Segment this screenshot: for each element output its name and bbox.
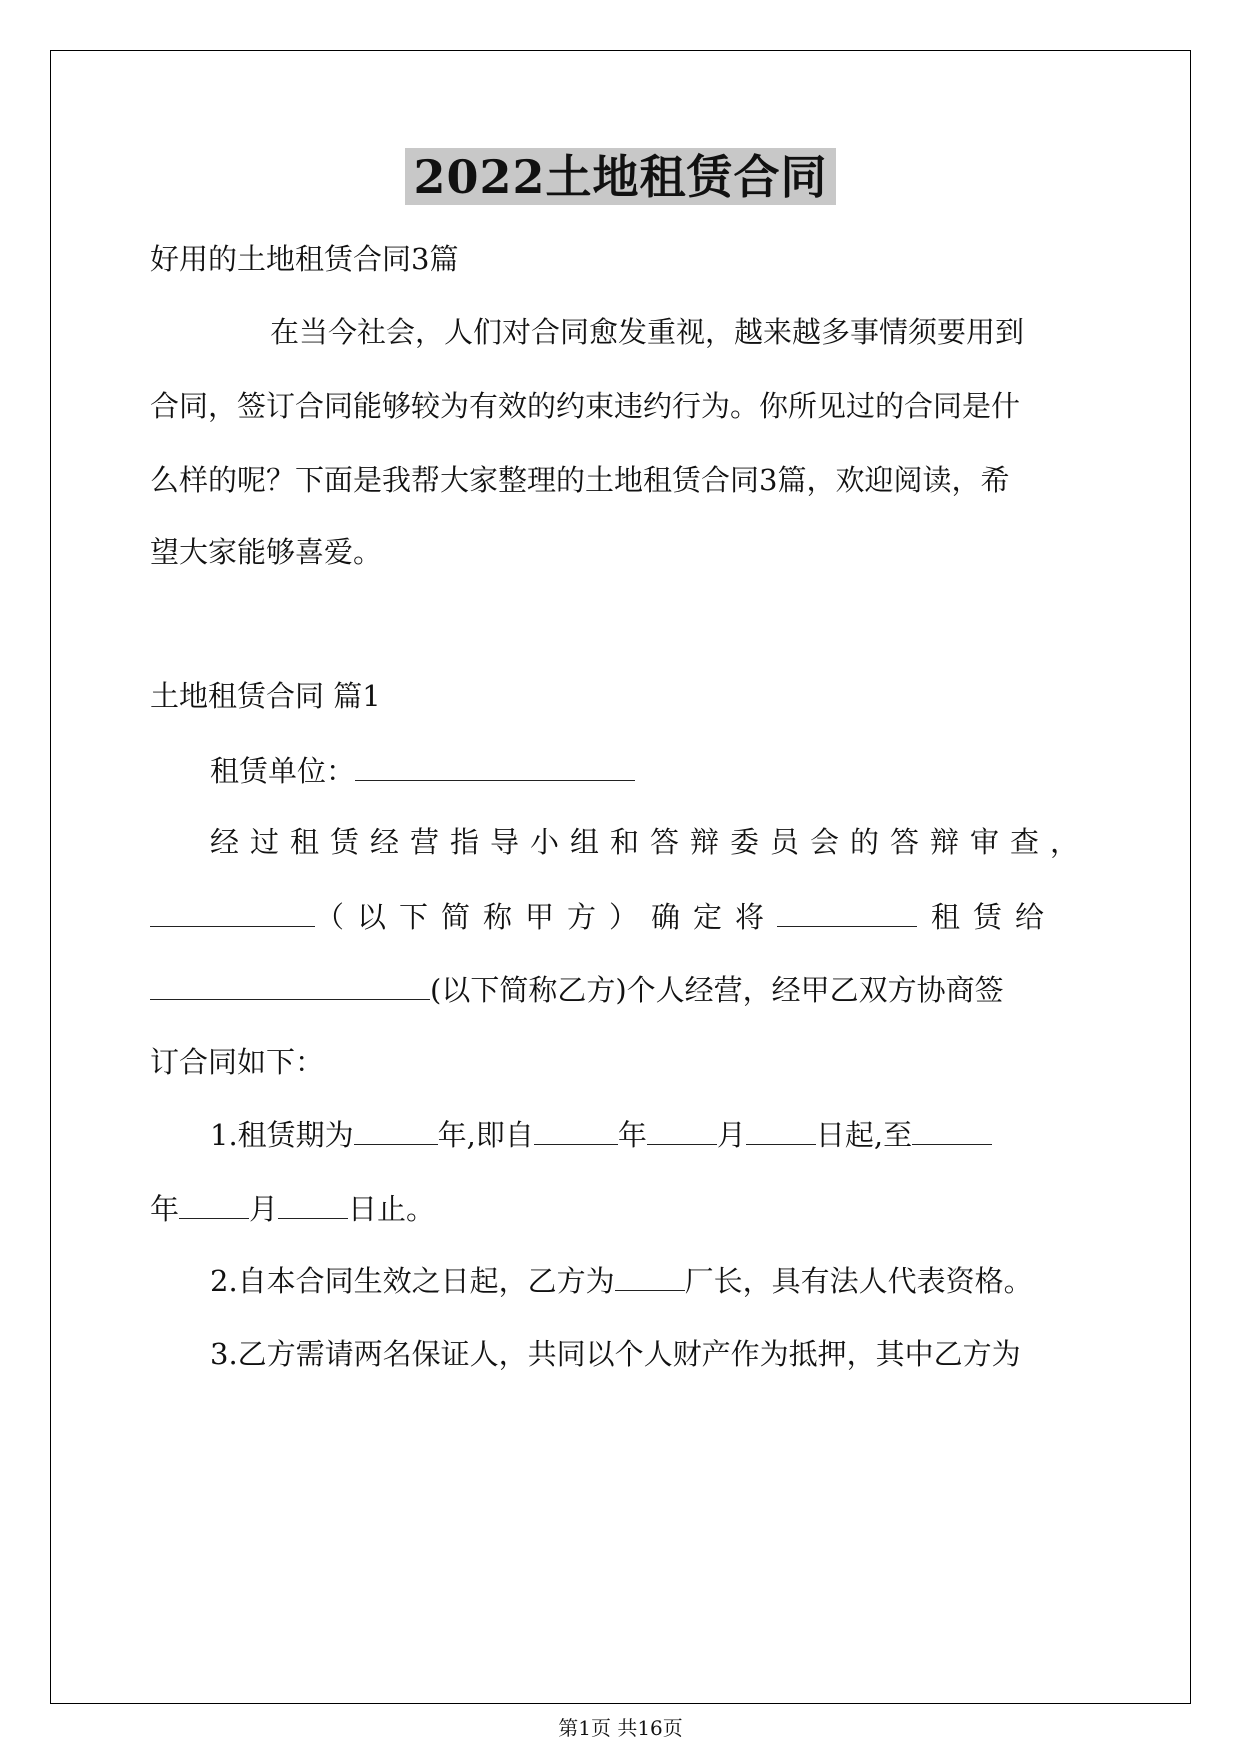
para1-line-3-text: (以下简称乙方)个人经营，经甲乙双方协商签	[430, 973, 1004, 1007]
clause-1-text-f: 年	[150, 1192, 180, 1226]
clause-1-text-b: 年,即自	[437, 1118, 534, 1152]
para1-line-4: 订合同如下：	[150, 1045, 325, 1079]
intro-line-2: 合同，签订合同能够较为有效的约束违约行为。你所见过的合同是什	[150, 389, 1021, 423]
blank	[278, 1194, 348, 1219]
property-blank	[777, 902, 917, 927]
clause-2-text-a: 2.自本合同生效之日起，乙方为	[210, 1264, 615, 1298]
para1-line-1: 经过租赁经营指导小组和答辩委员会的答辩审查，	[210, 825, 1091, 859]
blank	[746, 1120, 816, 1145]
intro-line-4: 望大家能够喜爱。	[150, 535, 383, 569]
clause-1-text-e: 日起,至	[815, 1118, 913, 1152]
para1-line-3	[150, 975, 1090, 1005]
blank	[179, 1194, 249, 1219]
section-heading: 土地租赁合同 篇1	[150, 679, 381, 713]
clause-2	[210, 1266, 1150, 1296]
clause-1-text-g: 月	[249, 1192, 279, 1226]
para1-line-2-text: （以下简称甲方）确定将	[315, 900, 778, 934]
lessor-name-blank	[150, 902, 315, 927]
blank	[647, 1120, 717, 1145]
clause-1-line-1	[210, 1120, 1150, 1150]
clause-3: 3.乙方需请两名保证人，共同以个人财产作为抵押，其中乙方为	[210, 1337, 1021, 1371]
blank	[534, 1120, 618, 1145]
document-title: 2022土地租赁合同	[405, 148, 835, 205]
clause-1-text-h: 日止。	[348, 1192, 436, 1226]
lessor-line	[210, 756, 1150, 786]
lessee-blank	[150, 975, 430, 1000]
para1-line-2-tail: 租赁给	[931, 900, 1058, 934]
intro-line-3: 么样的呢？下面是我帮大家整理的土地租赁合同3篇，欢迎阅读，希	[150, 463, 1010, 497]
clause-1-text-c: 年	[617, 1118, 647, 1152]
blank	[615, 1266, 685, 1291]
blank	[912, 1120, 992, 1145]
clause-1-text-d: 月	[716, 1118, 746, 1152]
lessor-blank	[355, 756, 635, 781]
page-footer: 第1页 共16页	[558, 1716, 683, 1740]
para1-line-2	[150, 902, 1090, 932]
lessor-label: 租赁单位：	[210, 754, 356, 788]
clause-1-line-2	[150, 1194, 1090, 1224]
page-border	[50, 50, 1191, 1704]
intro-line-1: 在当今社会，人们对合同愈发重视，越来越多事情须要用到	[270, 315, 1025, 349]
clause-1-text-a: 1.租赁期为	[210, 1118, 354, 1152]
subtitle: 好用的土地租赁合同3篇	[150, 242, 459, 276]
blank	[354, 1120, 438, 1145]
clause-2-text-b: 厂长，具有法人代表资格。	[684, 1264, 1033, 1298]
